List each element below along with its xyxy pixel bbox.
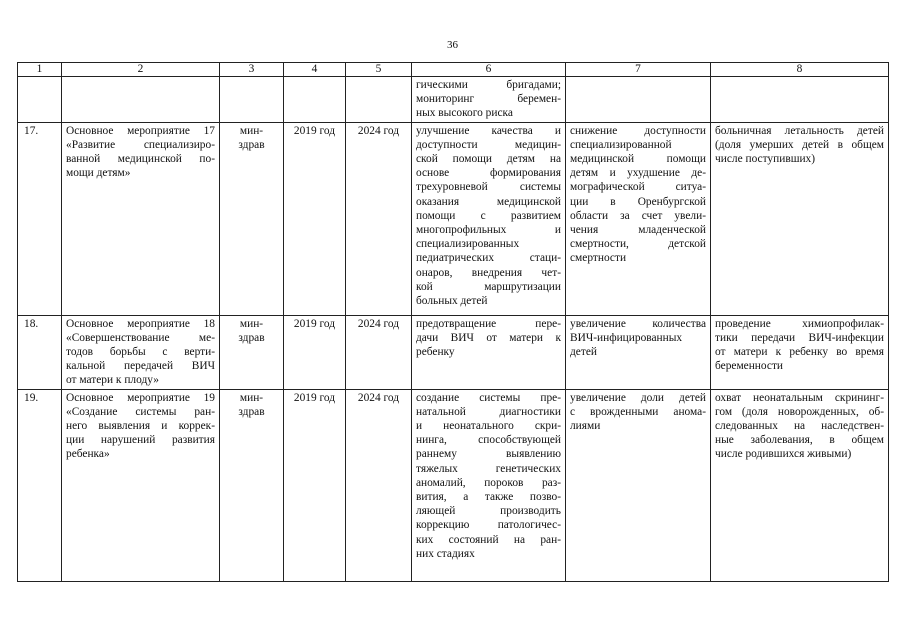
header-cell: 4 — [284, 63, 346, 77]
cell-text-line: лиями — [570, 420, 601, 433]
cell-text-line: от матери к ребенку во время — [715, 346, 884, 359]
related-indicator — [711, 77, 889, 123]
cell-text-line: мин- — [239, 124, 264, 137]
cell-text-line: аномалий, пороков раз- — [416, 476, 561, 489]
table-row — [18, 315, 889, 389]
responsible-executor — [220, 389, 284, 581]
cell-text-line: Основное мероприятие 18 — [66, 317, 215, 330]
cell-text-line: мин- — [239, 391, 264, 404]
cell-text-line: предотвращение пере- — [416, 317, 561, 330]
measures-table — [17, 62, 889, 582]
cell-text-line: тики передачи ВИЧ-инфекции — [715, 331, 884, 344]
cell-text-line: ные заболевания, в общем — [715, 434, 884, 447]
cell-text-line: детям и ухудшение де- — [570, 167, 706, 180]
related-indicator — [711, 122, 889, 315]
cell-text-line: медицинской помощи — [570, 153, 706, 166]
row-number: 18. — [18, 315, 62, 389]
cell-text-line: тодов борьбы с верти- — [66, 346, 215, 359]
cell-text-line: помощи с развитием — [416, 209, 561, 222]
cell-text-line: смертности — [570, 252, 627, 265]
cell-text-line: создание системы пре- — [416, 391, 561, 404]
cell-text-line: специализированных — [416, 238, 520, 251]
non-implementation-consequences — [566, 122, 711, 315]
cell-text-line: онаров, внедрения чет- — [416, 266, 561, 279]
cell-text-line: снижение доступности — [570, 124, 706, 137]
table-row — [18, 77, 889, 123]
cell-text-line: (доля умерших детей в общем — [715, 138, 884, 151]
cell-text-line: многопрофильных и — [416, 224, 561, 237]
cell-text-line: трехуровневой системы — [416, 181, 561, 194]
row-number: 17. — [18, 122, 62, 315]
cell-text-line: ВИЧ-инфицированных — [570, 331, 683, 344]
related-indicator — [711, 389, 889, 581]
cell-text-line: «Совершенствование ме- — [66, 331, 215, 344]
cell-text-line: гом (доля новорожденных, об- — [715, 405, 884, 418]
expected-result — [412, 315, 566, 389]
cell-text-line: детей — [570, 346, 597, 359]
header-cell: 3 — [220, 63, 284, 77]
non-implementation-consequences — [566, 389, 711, 581]
expected-result — [412, 389, 566, 581]
cell-text-line: следованных на наследствен- — [715, 420, 884, 433]
row-number: 19. — [18, 389, 62, 581]
cell-text-line: ребенка» — [66, 448, 110, 461]
header-cell: 7 — [566, 63, 711, 77]
cell-text-line: нинга, способствующей — [416, 434, 561, 447]
cell-text-line: ванной медицинской по- — [66, 153, 215, 166]
header-cell: 6 — [412, 63, 566, 77]
cell-text-line: от матери к плоду» — [66, 374, 159, 387]
cell-text-line: увеличение количества — [570, 317, 706, 330]
cell-text-line: чения младенческой — [570, 224, 706, 237]
cell-text-line: здрав — [238, 138, 265, 151]
start-year — [284, 77, 346, 123]
cell-text-line: доступности медицин- — [416, 138, 561, 151]
cell-text-line: улучшение качества и — [416, 124, 561, 137]
cell-text-line: смертности, детской — [570, 238, 706, 251]
table-row — [18, 389, 889, 581]
cell-text-line: числе поступивших) — [715, 153, 816, 166]
cell-text-line: раннему выявлению — [416, 448, 561, 461]
cell-text-line: оказания медицинской — [416, 195, 561, 208]
cell-text-line: ляющей производить — [416, 505, 561, 518]
related-indicator — [711, 315, 889, 389]
cell-text-line: области за счет увели- — [570, 209, 706, 222]
cell-text-line: беременности — [715, 360, 784, 373]
page-number: 36 — [447, 39, 458, 51]
measure-name — [62, 315, 220, 389]
header-cell: 2 — [62, 63, 220, 77]
cell-text-line: педиатрических стаци- — [416, 252, 561, 265]
cell-text-line: «Развитие специализиро- — [66, 138, 215, 151]
table-row — [18, 122, 889, 315]
cell-text-line: больных детей — [416, 295, 488, 308]
end-year: 2024 год — [346, 315, 412, 389]
measure-name — [62, 389, 220, 581]
row-number — [18, 77, 62, 123]
cell-text-line: мониторинг беремен- — [416, 93, 561, 106]
cell-text-line: него выявления и коррек- — [66, 420, 215, 433]
measure-name — [62, 77, 220, 123]
cell-text-line: них стадиях — [416, 547, 475, 560]
cell-text-line: специализированной — [570, 138, 672, 151]
header-cell: 5 — [346, 63, 412, 77]
cell-text-line: основе формирования — [416, 167, 561, 180]
cell-text-line: мографической ситуа- — [570, 181, 706, 194]
non-implementation-consequences — [566, 77, 711, 123]
non-implementation-consequences — [566, 315, 711, 389]
cell-text-line: дачи ВИЧ от матери к — [416, 331, 561, 344]
cell-text-line: увеличение доли детей — [570, 391, 706, 404]
cell-text-line: охват неонатальным скрининг- — [715, 391, 884, 404]
cell-text-line: натальной диагностики — [416, 405, 561, 418]
cell-text-line: «Создание системы ран- — [66, 405, 215, 418]
responsible-executor — [220, 77, 284, 123]
cell-text-line: ребенку — [416, 346, 455, 359]
cell-text-line: кой маршрутизации — [416, 280, 561, 293]
cell-text-line: ции в Оренбургской — [570, 195, 706, 208]
cell-text-line: больничная летальность детей — [715, 124, 884, 137]
cell-text-line: мощи детям» — [66, 167, 131, 180]
expected-result — [412, 122, 566, 315]
table-header-row — [18, 63, 889, 77]
cell-text-line: коррекцию патологичес- — [416, 519, 561, 532]
start-year: 2019 год — [284, 389, 346, 581]
expected-result — [412, 77, 566, 123]
cell-text-line: кальной передачей ВИЧ — [66, 360, 215, 373]
cell-text-line: тяжелых генетических — [416, 462, 561, 475]
cell-text-line: Основное мероприятие 19 — [66, 391, 215, 404]
responsible-executor — [220, 315, 284, 389]
cell-text-line: здрав — [238, 405, 265, 418]
start-year: 2019 год — [284, 315, 346, 389]
end-year: 2024 год — [346, 389, 412, 581]
header-cell: 1 — [18, 63, 62, 77]
cell-text-line: ции нарушений развития — [66, 434, 215, 447]
cell-text-line: ных высокого риска — [416, 107, 513, 120]
header-cell: 8 — [711, 63, 889, 77]
measure-name — [62, 122, 220, 315]
cell-text-line: Основное мероприятие 17 — [66, 124, 215, 137]
cell-text-line: проведение химиопрофилак- — [715, 317, 884, 330]
cell-text-line: числе родившихся живыми) — [715, 448, 852, 461]
end-year: 2024 год — [346, 122, 412, 315]
cell-text-line: вития, а также позво- — [416, 491, 561, 504]
cell-text-line: и неонатального скри- — [416, 420, 561, 433]
cell-text-line: мин- — [239, 317, 264, 330]
responsible-executor — [220, 122, 284, 315]
cell-text-line: здрав — [238, 331, 265, 344]
cell-text-line: гическими бригадами; — [416, 79, 561, 91]
end-year — [346, 77, 412, 123]
start-year: 2019 год — [284, 122, 346, 315]
cell-text-line: ской помощи детям на — [416, 153, 561, 166]
cell-text-line: с врожденными анома- — [570, 405, 706, 418]
cell-text-line: ких состояний на ран- — [416, 533, 561, 546]
